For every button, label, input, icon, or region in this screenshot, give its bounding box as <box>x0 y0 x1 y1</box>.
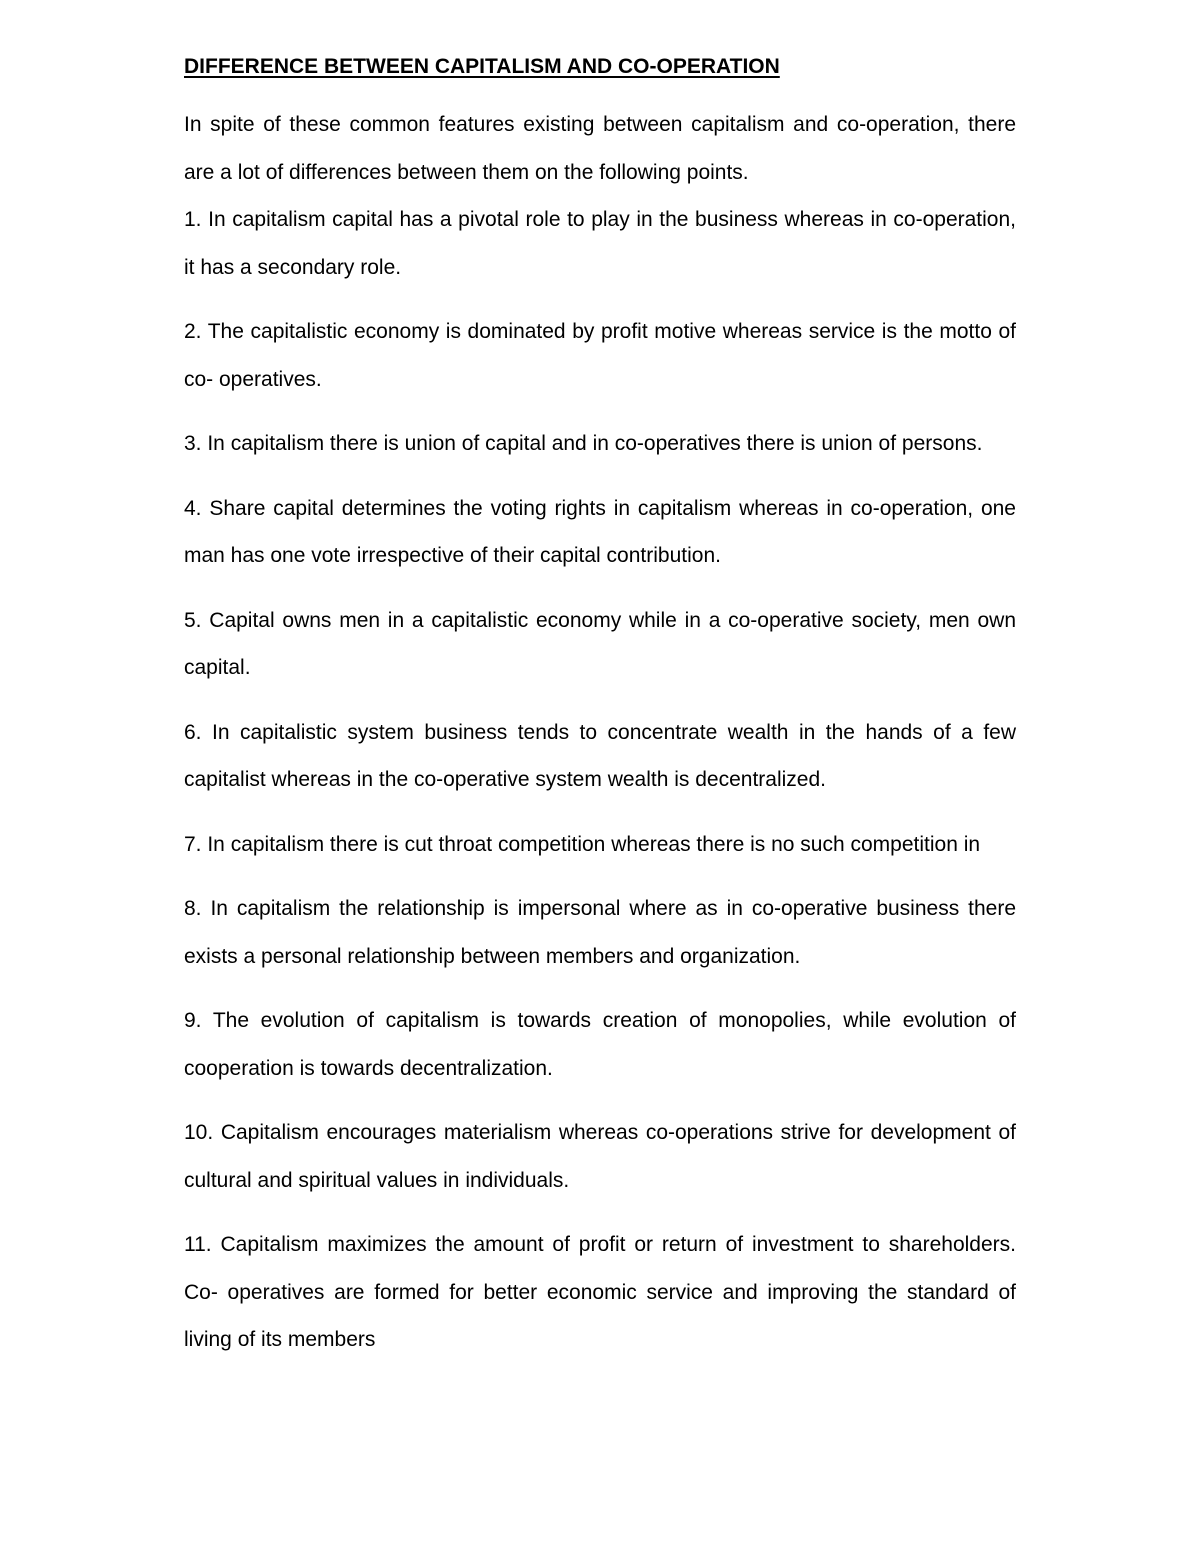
point-9: 9. The evolution of capitalism is towards creation of monopolies, while evolution of cooperation is towards decentralization. <box>184 1009 1016 1080</box>
point-8: 8. In capitalism the relationship is impersonal where as in co-operative business there exists a personal relationship between members and organization. <box>184 897 1016 968</box>
document-page <box>184 52 1016 1532</box>
intro-paragraph: In spite of these common features existing between capitalism and co-operation, there are a lot of differences between them on the following points. <box>184 113 1016 184</box>
point-10: 10. Capitalism encourages materialism whereas co-operations strive for development of cultural and spiritual values in individuals. <box>184 1121 1016 1192</box>
point-1: 1. In capitalism capital has a pivotal role to play in the business whereas in co-operation, it has a secondary role. <box>184 208 1016 279</box>
point-7: 7. In capitalism there is cut throat competition whereas there is no such competition in <box>184 832 981 856</box>
point-4: 4. Share capital determines the voting rights in capitalism whereas in co-operation, one man has one vote irrespective of their capital contribution. <box>184 496 1016 567</box>
point-11: 11. Capitalism maximizes the amount of profit or return of investment to shareholders. Co- operatives are formed for better economic service and improving the standard of living of its members <box>184 1233 1016 1351</box>
document-title: DIFFERENCE BETWEEN CAPITALISM AND CO-OPERATION <box>184 55 780 78</box>
point-5: 5. Capital owns men in a capitalistic economy while in a co-operative society, men own capital. <box>184 608 1016 679</box>
point-2: 2. The capitalistic economy is dominated by profit motive whereas service is the motto of co- operatives. <box>184 320 1016 391</box>
point-3: 3. In capitalism there is union of capital and in co-operatives there is union of persons. <box>184 432 983 455</box>
point-6: 6. In capitalistic system business tends to concentrate wealth in the hands of a few capitalist whereas in the co-operative system wealth is decentralized. <box>184 720 1016 791</box>
